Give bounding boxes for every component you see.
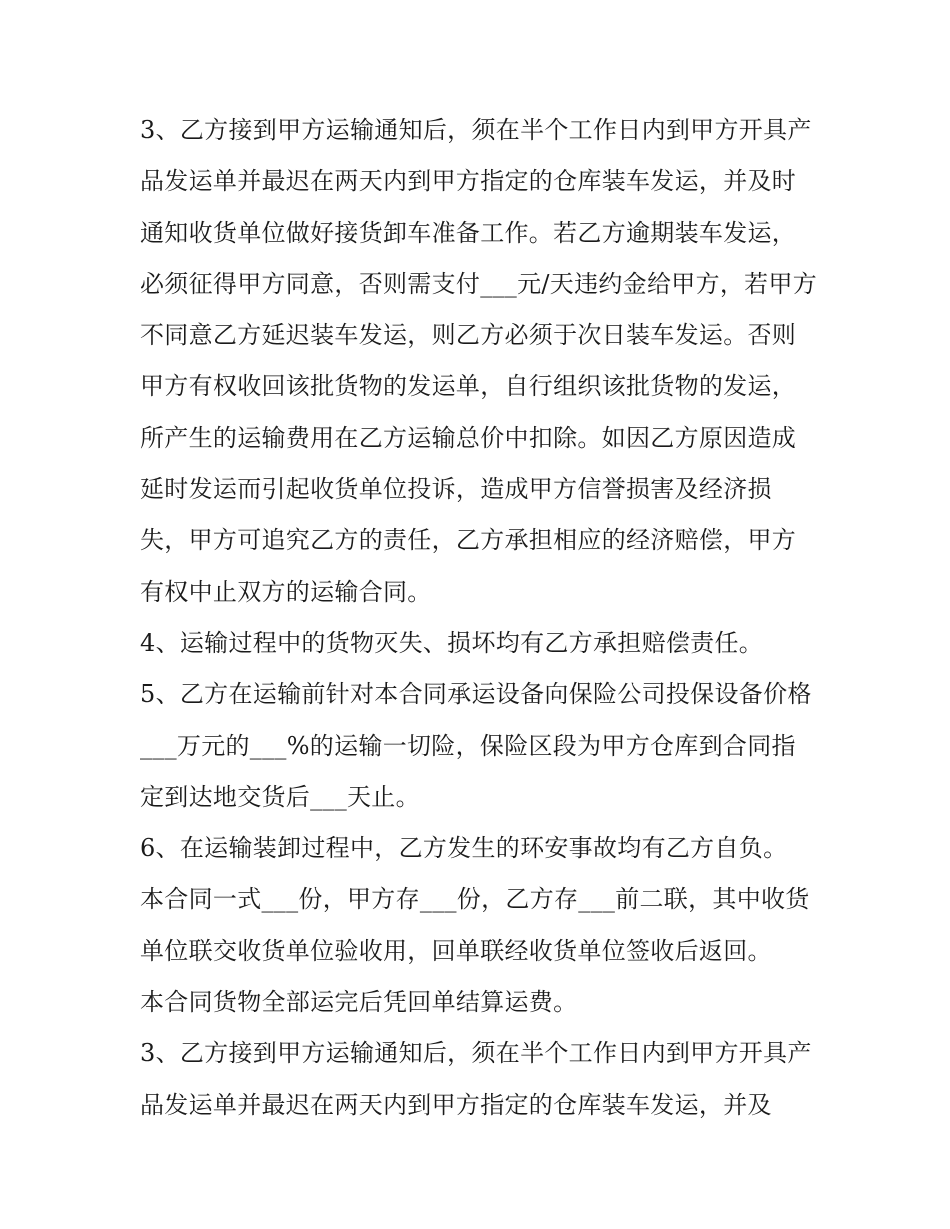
- clause-6-paragraph: 6、在运输装卸过程中，乙方发生的环安事故均有乙方自负。: [140, 834, 788, 863]
- contract-text-body: [140, 105, 820, 1131]
- copies-paragraph: 本合同一式___份，甲方存___份，乙方存___前二联，其中收货单位联交收货单位验收用，回单联经收货单位签收后返回。: [140, 885, 810, 965]
- clause-5-paragraph: 5、乙方在运输前针对本合同承运设备向保险公司投保设备价格___万元的___%的运输一切险，保险区段为甲方仓库到合同指定到达地交货后___天止。: [140, 680, 812, 811]
- clause-3-paragraph: 3、乙方接到甲方运输通知后，须在半个工作日内到甲方开具产品发运单并最迟在两天内到甲方指定的仓库装车发运，并及时通知收货单位做好接货卸车准备工作。若乙方逾期装车发运，必须征得甲方同意，否则需支付___元/天违约金给甲方，若甲方不同意乙方延迟装车发运，则乙方必须于次日装车发运。否则甲方有权收回该批货物的发运单，自行组织该批货物的发运，所产生的运输费用在乙方运输总价中扣除。如因乙方原因造成延时发运而引起收货单位投诉，造成甲方信誉损害及经济损失，甲方可追究乙方的责任，乙方承担相应的经济赔偿，甲方有权中止双方的运输合同。: [140, 116, 818, 606]
- settlement-paragraph: 本合同货物全部运完后凭回单结算运费。: [140, 988, 578, 1017]
- clause-4-paragraph: 4、运输过程中的货物灭失、损坏均有乙方承担赔偿责任。: [140, 628, 764, 657]
- repeated-clause-3-paragraph: 3、乙方接到甲方运输通知后，须在半个工作日内到甲方开具产品发运单并最迟在两天内到甲方指定的仓库装车发运，并及: [140, 1039, 812, 1119]
